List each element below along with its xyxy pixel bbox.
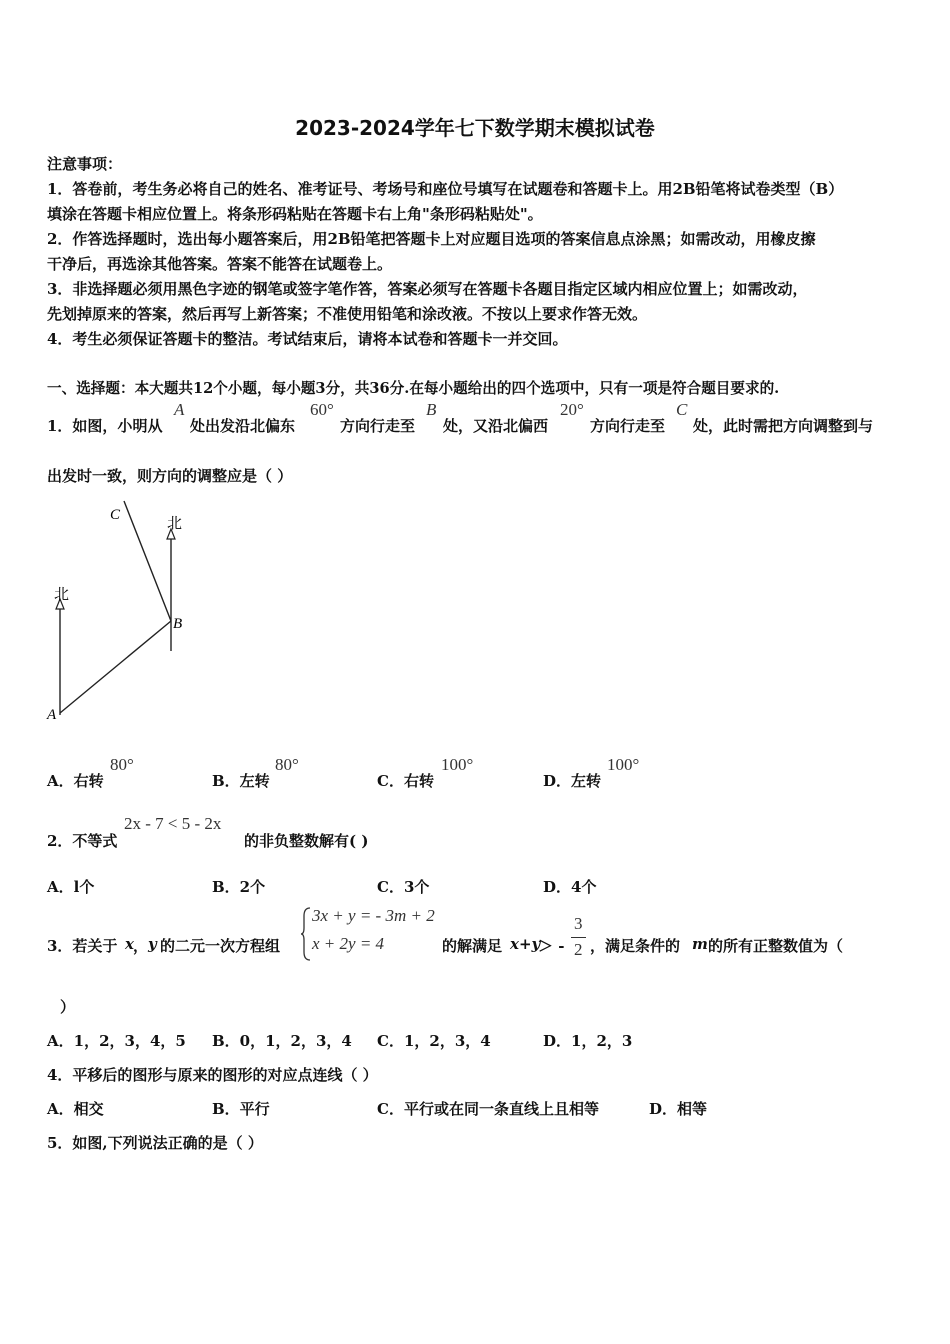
point-label-c: C	[110, 507, 121, 523]
q1-text-2: 处出发沿北偏东	[190, 417, 296, 435]
q3-option-c: C．1，2，3，4	[377, 1032, 491, 1050]
q5-text: 5．如图,下列说法正确的是（ ）	[47, 1134, 263, 1152]
page-title: 2023-2024学年七下数学期末模拟试卷	[295, 116, 655, 140]
q4-option-a: A．相交	[47, 1100, 104, 1118]
q1-figure	[40, 495, 200, 730]
q1-text-6: 处，此时需把方向调整到与	[693, 417, 874, 435]
q1-option-d-value: 100°	[607, 755, 640, 774]
q1-option-b-value: 80°	[275, 755, 299, 774]
notice-line: 干净后，再选涂其他答案。答案不能答在试题卷上。	[47, 255, 393, 273]
q3-option-b: B．0，1，2，3，4	[212, 1032, 352, 1050]
q1-text-4: 处，又沿北偏西	[443, 417, 549, 435]
q2-text-1: 2．不等式	[47, 832, 118, 850]
q2-text-2: 的非负整数解有( )	[244, 832, 369, 850]
notice-line: 1．答卷前，考生务必将自己的姓名、准考证号、考场号和座位号填写在试题卷和答题卡上。用2B铅笔将试卷类型（B）	[47, 180, 844, 198]
q1-angle-60: 60°	[310, 400, 334, 419]
q4-option-d: D．相等	[649, 1100, 708, 1118]
q3-condition: x+y	[510, 935, 541, 953]
q3-option-d: D．1，2，3	[543, 1032, 633, 1050]
north-label-a: 北	[54, 587, 70, 603]
q1-option-a: A．右转	[47, 772, 104, 790]
q4-text: 4．平移后的图形与原来的图形的对应点连线（ ）	[47, 1066, 378, 1084]
q3-option-a: A．1，2，3，4，5	[47, 1032, 186, 1050]
q2-option-b: B．2个	[212, 878, 266, 896]
notice-heading: 注意事项：	[47, 155, 123, 173]
q3-equation-2: x + 2y = 4	[312, 934, 385, 953]
q3-var-y: y	[148, 935, 157, 953]
segment-bc	[124, 501, 171, 621]
q1-text-3: 方向行走至	[340, 417, 416, 435]
q2-option-a: A．l个	[47, 878, 95, 896]
notice-line: 4．考生必须保证答题卡的整洁。考试结束后，请将本试卷和答题卡一并交回。	[47, 330, 568, 348]
section-heading: 一、选择题：本大题共12个小题，每小题3分，共36分.在每小题给出的四个选项中，只有一项是符合题目要求的.	[47, 380, 780, 397]
notice-line: 3．非选择题必须用黑色字迹的钢笔或签字笔作答，答案必须写在答题卡各题目指定区域内相应位置上；如需改动，	[47, 280, 808, 298]
q3-close-paren: ）	[60, 998, 76, 1016]
notice-line: 先划掉原来的答案，然后再写上新答案；不准使用铅笔和涂改液。不按以上要求作答无效。	[47, 305, 648, 323]
q3-fraction-bar	[571, 937, 586, 938]
q3-comma: ，	[133, 937, 149, 955]
q3-text-1: 3．若关于	[47, 937, 118, 955]
segment-ab	[60, 621, 171, 713]
notice-line: 填涂在答题卡相应位置上。将条形码粘贴在答题卡右上角"条形码粘贴处"。	[47, 205, 543, 223]
q1-option-c-value: 100°	[441, 755, 474, 774]
q3-greater-than: ＞ -	[538, 937, 565, 955]
system-brace-icon	[300, 906, 312, 962]
q2-inequality: 2x - 7 < 5 - 2x	[124, 814, 222, 833]
q4-option-c: C．平行或在同一条直线上且相等	[377, 1100, 599, 1118]
q1-text-5: 方向行走至	[590, 417, 666, 435]
q3-var-x: x	[125, 935, 134, 953]
q3-text-2: 的二元一次方程组	[160, 937, 281, 955]
q2-option-c: C．3个	[377, 878, 430, 896]
q3-var-m: m	[692, 935, 708, 953]
q1-option-a-value: 80°	[110, 755, 134, 774]
q3-text-3: 的解满足	[442, 937, 503, 955]
q3-fraction-denominator: 2	[574, 940, 583, 959]
q1-text-line2: 出发时一致，则方向的调整应是（ ）	[47, 467, 293, 485]
q4-option-b: B．平行	[212, 1100, 270, 1118]
point-label-a: A	[47, 707, 57, 723]
q2-option-d: D．4个	[543, 878, 597, 896]
q1-var-b: B	[426, 400, 437, 419]
q3-text-4: ，满足条件的	[590, 937, 681, 955]
q1-option-d: D．左转	[543, 772, 602, 790]
point-label-b: B	[173, 616, 183, 632]
q3-equation-1: 3x + y = - 3m + 2	[312, 906, 435, 925]
q1-var-a: A	[174, 400, 185, 419]
q1-text-1: 1．如图，小明从	[47, 417, 163, 435]
q1-option-b: B．左转	[212, 772, 270, 790]
notice-line: 2．作答选择题时，选出每小题答案后，用2B铅笔把答题卡上对应题目选项的答案信息点涂黑；如需改动，用橡皮擦	[47, 230, 816, 248]
q3-fraction-numerator: 3	[574, 914, 583, 933]
q1-angle-20: 20°	[560, 400, 584, 419]
north-label-b: 北	[167, 516, 183, 532]
q1-option-c: C．右转	[377, 772, 434, 790]
q3-text-5: 的所有正整数值为（	[708, 937, 844, 955]
q1-var-c: C	[676, 400, 688, 419]
